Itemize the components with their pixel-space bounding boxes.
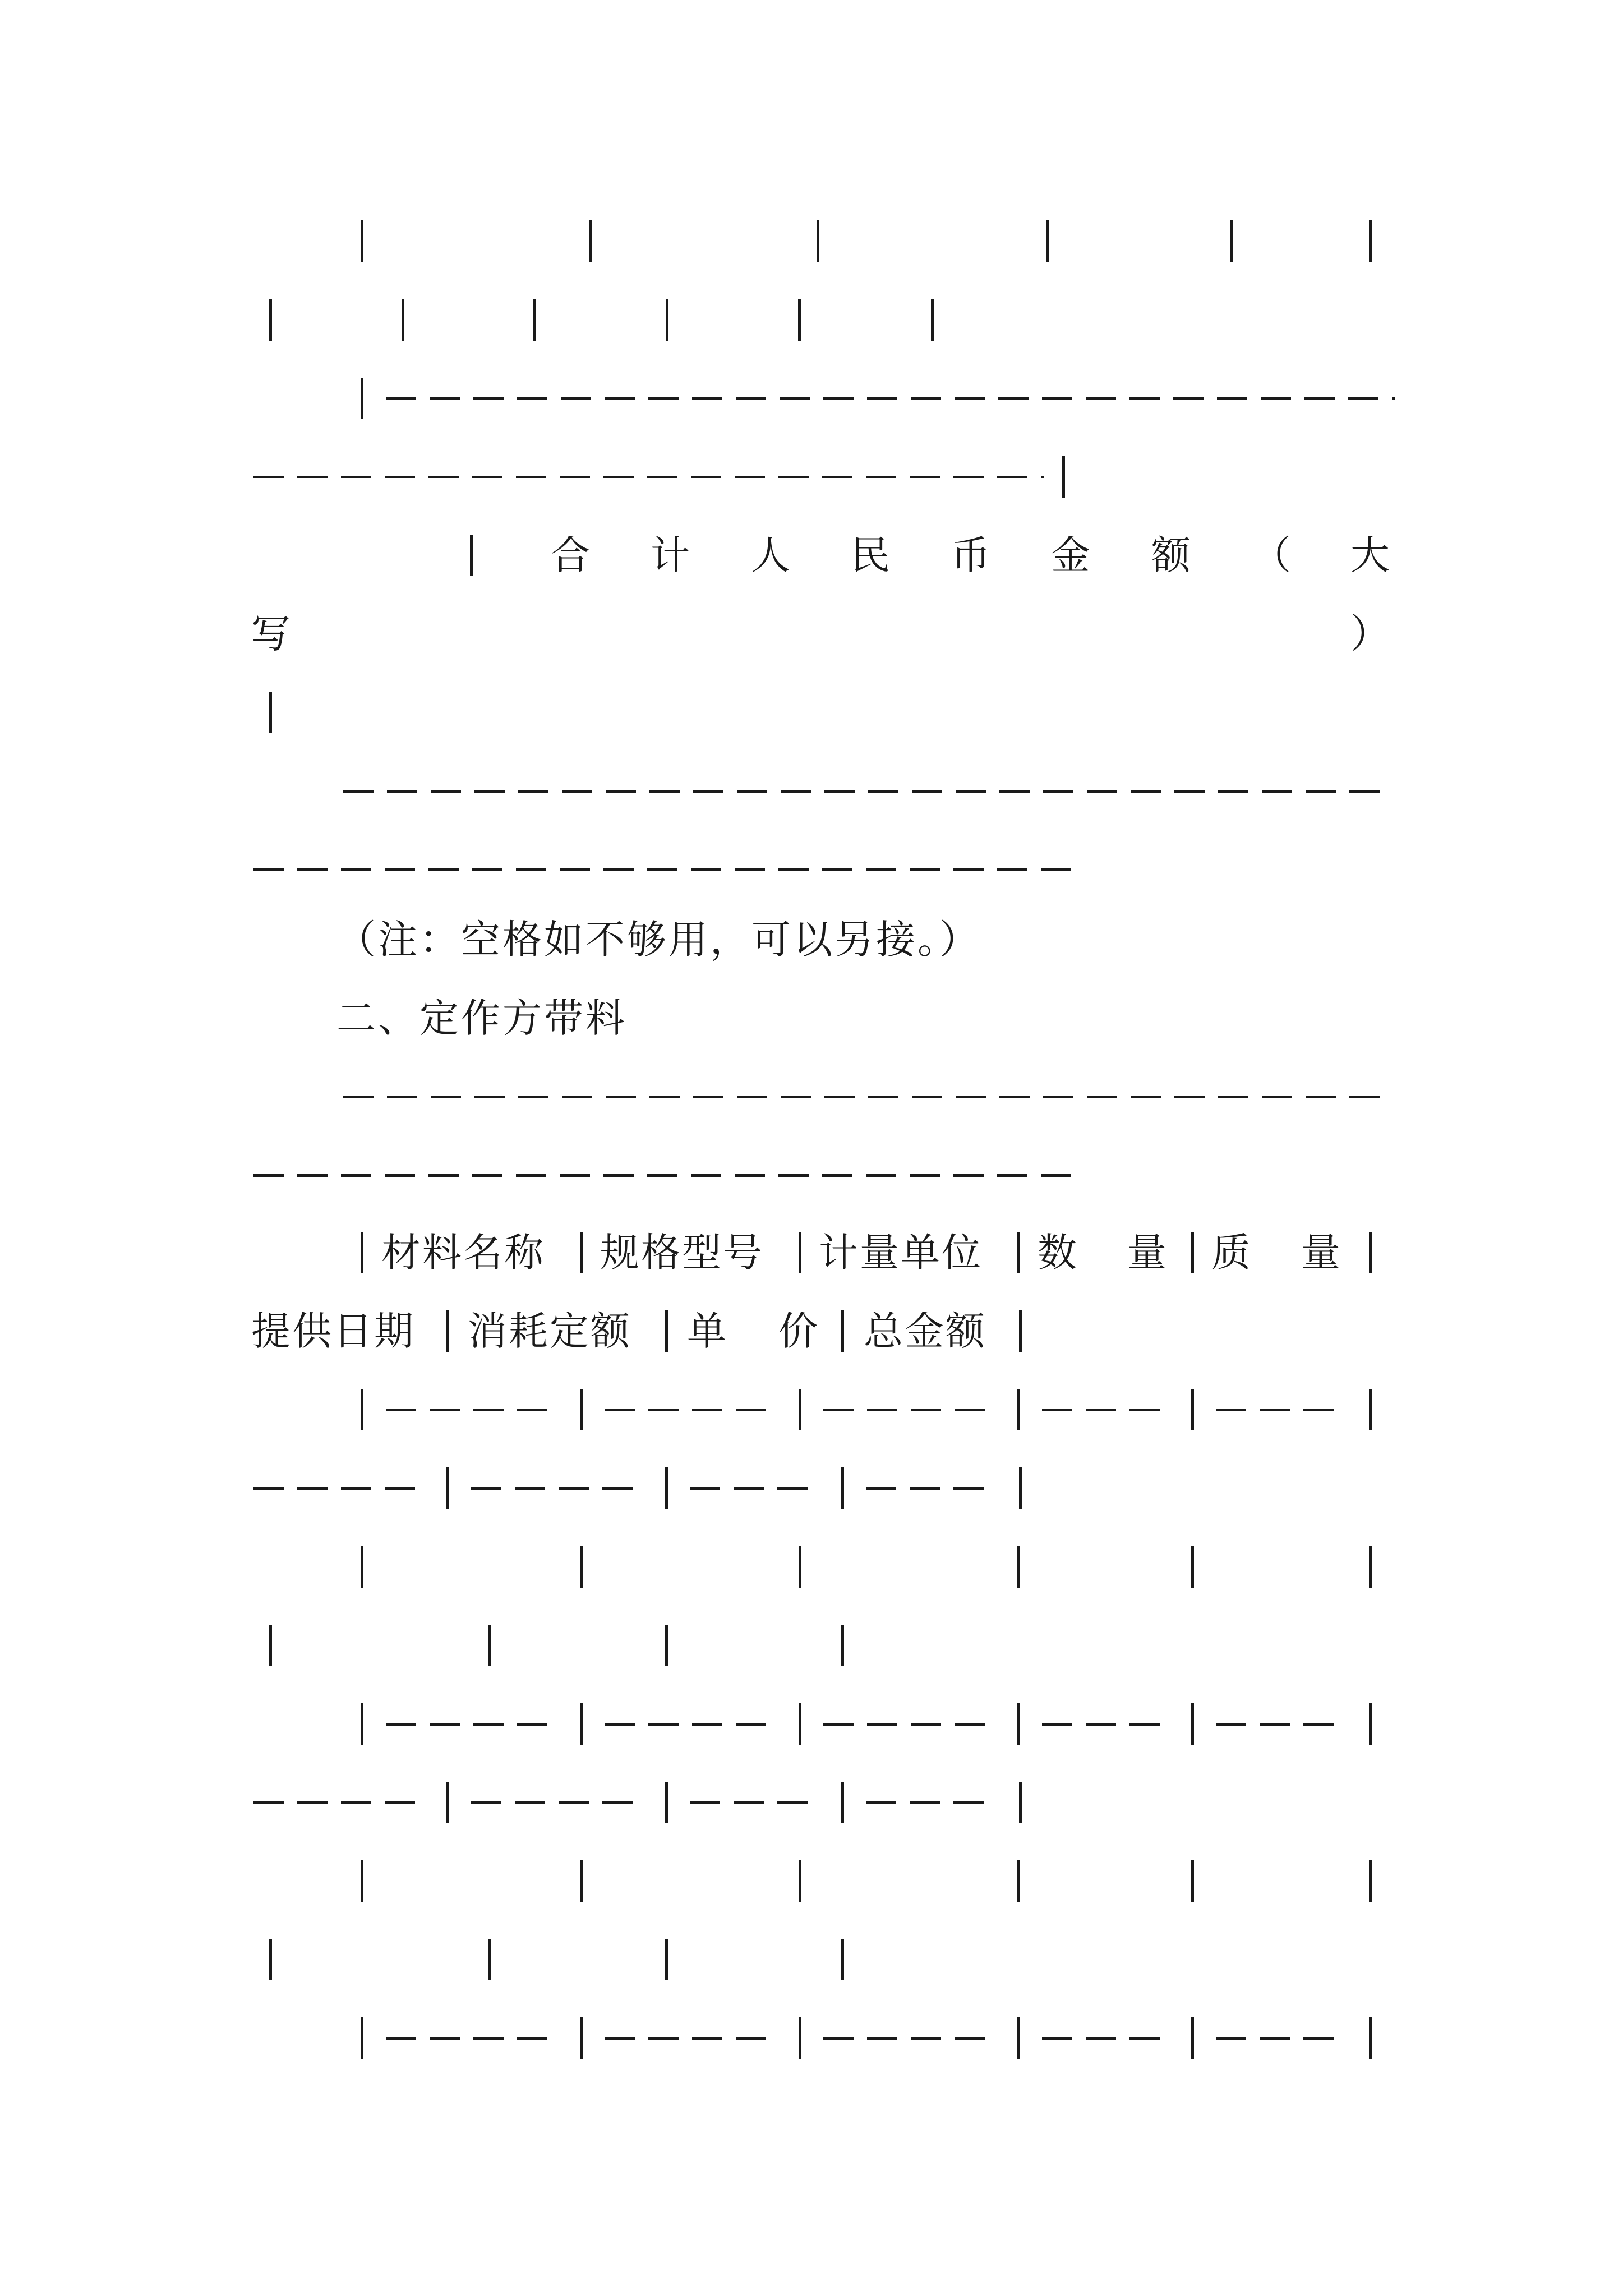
table-border — [1369, 1860, 1372, 1902]
table-border — [1191, 1389, 1194, 1430]
total-label-char: 额 — [1151, 532, 1191, 578]
total-amount-row-line3 — [0, 687, 1623, 738]
table-border — [666, 299, 668, 341]
table-rule — [1042, 1723, 1166, 1726]
table-rule — [386, 397, 1395, 400]
table-rule — [605, 1723, 773, 1726]
table-rule — [1042, 2037, 1166, 2040]
table2-separator-a-line1 — [0, 1384, 1623, 1435]
table-border — [269, 1939, 272, 1980]
table-border — [361, 1546, 363, 1588]
total-label-char: 计 — [651, 532, 690, 578]
table-border — [1369, 2017, 1372, 2059]
table-border — [1369, 1546, 1372, 1588]
table2-separator-c-line1 — [0, 2013, 1623, 2063]
table1-bottom-rule-line1 — [0, 766, 1623, 816]
table-rule — [866, 1801, 990, 1804]
header-cell: 材料名称 — [381, 1230, 545, 1276]
table-border — [1017, 2017, 1020, 2059]
table-border — [1369, 1703, 1372, 1745]
header-cell: 消耗定额 — [468, 1308, 631, 1354]
table-border — [799, 1389, 801, 1430]
table-border — [361, 1860, 363, 1902]
table-border — [470, 535, 473, 576]
table-border — [798, 299, 801, 341]
table1-separator-line2 — [0, 452, 1623, 502]
total-amount-row-line1 — [0, 530, 1623, 581]
table1-bottom-rule-line2 — [0, 844, 1623, 895]
table-border — [841, 1467, 844, 1509]
table-rule — [253, 868, 1083, 871]
table-border — [361, 220, 363, 262]
table-border — [665, 1625, 668, 1666]
table-border — [799, 1703, 801, 1745]
table-border — [361, 378, 363, 419]
table-rule — [690, 1801, 814, 1804]
table1-empty-row-line1 — [0, 216, 1623, 266]
header-cell: 总金额 — [864, 1308, 986, 1354]
table-border — [446, 1467, 449, 1509]
table-border — [1017, 1389, 1020, 1430]
table-border — [580, 1389, 583, 1430]
total-label-char: 合 — [551, 532, 590, 578]
table-rule — [690, 1487, 814, 1490]
total-label-char: 币 — [951, 532, 990, 578]
table-rule — [253, 476, 1044, 478]
total-amount-row-line2 — [0, 609, 1623, 659]
table2-header-line1 — [0, 1227, 1623, 1278]
table-rule — [253, 1487, 422, 1490]
table-rule — [1216, 2037, 1340, 2040]
table-border — [580, 1546, 583, 1588]
table-rule — [605, 2037, 773, 2040]
header-cell: 规格型号 — [600, 1230, 764, 1276]
table-border — [799, 1232, 801, 1273]
table-border — [580, 1232, 583, 1273]
table-border — [1191, 1860, 1194, 1902]
table-border — [446, 1310, 449, 1352]
table-border — [1019, 1310, 1022, 1352]
total-label-char: ） — [1350, 611, 1390, 657]
table2-empty-row-b-line2 — [0, 1934, 1623, 1985]
table-border — [533, 299, 536, 341]
table-rule — [343, 790, 1386, 793]
table-rule — [386, 2037, 554, 2040]
table-border — [1017, 1232, 1020, 1273]
table-border — [269, 692, 272, 733]
header-cell: 计量单位 — [819, 1230, 983, 1276]
table-border — [1369, 1389, 1372, 1430]
table2-empty-row-b-line1 — [0, 1856, 1623, 1906]
table-border — [361, 1232, 363, 1273]
table2-separator-b-line2 — [0, 1777, 1623, 1828]
total-label-char: 民 — [851, 532, 890, 578]
table-border — [1369, 220, 1372, 262]
table-rule — [1042, 1409, 1166, 1411]
table-border — [488, 1625, 491, 1666]
table-border — [1369, 1232, 1372, 1273]
note-line — [0, 914, 1623, 965]
note-text: （注：空格如不够用，可以另接。） — [336, 917, 981, 963]
table-border — [589, 220, 592, 262]
table-border — [799, 2017, 801, 2059]
table-border — [1017, 1860, 1020, 1902]
table-border — [580, 2017, 583, 2059]
table-border — [665, 1782, 668, 1823]
table-rule — [866, 1487, 990, 1490]
table-rule — [343, 1096, 1386, 1098]
table2-empty-row-a-line1 — [0, 1542, 1623, 1592]
table-border — [269, 1625, 272, 1666]
header-cell: 数 — [1038, 1230, 1077, 1276]
table-border — [1191, 2017, 1194, 2059]
table-border — [665, 1939, 668, 1980]
table2-separator-a-line2 — [0, 1463, 1623, 1513]
header-cell: 质 — [1211, 1230, 1251, 1276]
section2-heading-line — [0, 993, 1623, 1043]
table-border — [841, 1625, 844, 1666]
table-border — [269, 299, 272, 341]
table2-top-rule-line2 — [0, 1150, 1623, 1200]
table-rule — [823, 1409, 992, 1411]
table-border — [841, 1782, 844, 1823]
table-border — [580, 1860, 583, 1902]
header-cell: 提供日期 — [251, 1308, 415, 1354]
table-rule — [823, 1723, 992, 1726]
total-label-char: 写 — [251, 611, 291, 657]
table-border — [1017, 1546, 1020, 1588]
table-rule — [605, 1409, 773, 1411]
table-border — [665, 1310, 668, 1352]
total-label-char: 大 — [1350, 532, 1390, 578]
table2-separator-b-line1 — [0, 1699, 1623, 1749]
table-border — [1019, 1467, 1022, 1509]
table-border — [446, 1782, 449, 1823]
table-border — [1062, 456, 1065, 498]
table-border — [841, 1939, 844, 1980]
table-border — [1019, 1782, 1022, 1823]
table-border — [799, 1860, 801, 1902]
header-cell: 单 — [687, 1308, 726, 1354]
table-border — [1230, 220, 1233, 262]
table-border — [361, 2017, 363, 2059]
header-cell: 量 — [1127, 1230, 1166, 1276]
table-border — [402, 299, 404, 341]
section-heading: 二、定作方带料 — [336, 995, 627, 1041]
table-rule — [471, 1801, 639, 1804]
total-label-char: 人 — [751, 532, 790, 578]
table-border — [665, 1467, 668, 1509]
table-border — [361, 1703, 363, 1745]
table2-empty-row-a-line2 — [0, 1620, 1623, 1671]
table-border — [580, 1703, 583, 1745]
table-rule — [386, 1723, 554, 1726]
table-border — [841, 1310, 844, 1352]
table-border — [488, 1939, 491, 1980]
table-border — [1191, 1546, 1194, 1588]
table2-header-line2 — [0, 1306, 1623, 1356]
table1-empty-row-line2 — [0, 295, 1623, 345]
table-rule — [823, 2037, 992, 2040]
table-rule — [253, 1174, 1083, 1177]
header-cell: 量 — [1301, 1230, 1340, 1276]
table1-separator-line1 — [0, 373, 1623, 424]
table-border — [1191, 1232, 1194, 1273]
table-rule — [1216, 1409, 1340, 1411]
table-rule — [253, 1801, 422, 1804]
total-label-char: 金 — [1051, 532, 1090, 578]
table-border — [931, 299, 934, 341]
table-border — [1191, 1703, 1194, 1745]
table-border — [361, 1389, 363, 1430]
header-cell: 价 — [778, 1308, 818, 1354]
table-border — [799, 1546, 801, 1588]
table-border — [817, 220, 819, 262]
table-rule — [1216, 1723, 1340, 1726]
table2-top-rule-line1 — [0, 1071, 1623, 1122]
total-label-char: （ — [1252, 532, 1291, 578]
table-rule — [471, 1487, 639, 1490]
table-border — [1017, 1703, 1020, 1745]
table-border — [1046, 220, 1049, 262]
table-rule — [386, 1409, 554, 1411]
